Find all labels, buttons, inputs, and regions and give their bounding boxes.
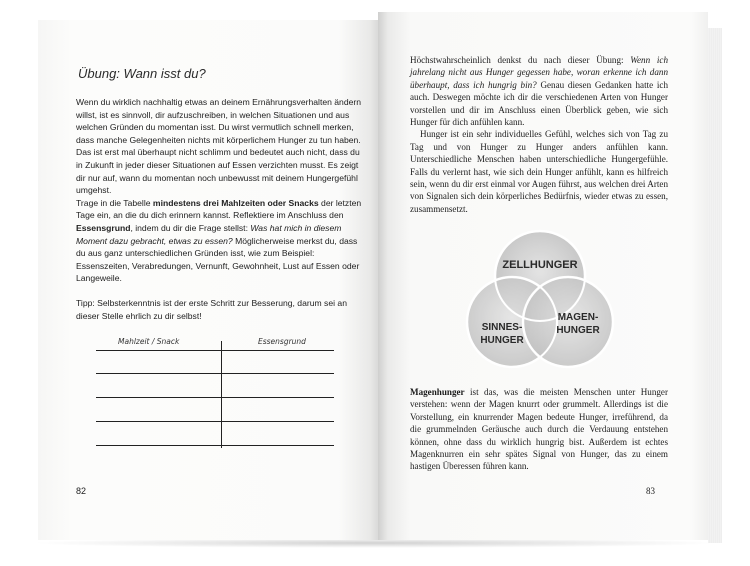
table-row-line — [96, 397, 334, 398]
intro-question: Wenn ich jahrelang nicht aus Hunger gegessen habe, woran erkenne ich dann überhaupt, dass ich hungrig bin? — [410, 55, 668, 90]
emphasis-meals: mindestens drei Mahlzeiten oder Snacks — [152, 197, 319, 208]
page-edges — [708, 28, 722, 543]
table-header-reason: Essensgrund — [258, 337, 306, 346]
intro-paragraph: Höchstwahrscheinlich denkst du nach dieser Übung: Wenn ich jahrelang nicht aus Hunger gegessen habe, woran erkenne ich dann überhaupt, dass ich hungrig bin? Genau diesen Gedanken hatte ich auch. Deswegen möchte ich dir die verschiedenen Arten von Hunger vorstellen und dir im Anschluss einen Überblick geben, wie sich Hunger für dich anfühlen kann. — [410, 55, 668, 128]
hunger-venn-diagram — [460, 226, 620, 372]
stomach-paragraph: Magenhunger ist das, was die meisten Menschen unter Hunger verstehen: wenn der Magen knurrt oder grummelt. Allerdings ist die Vorstellung, ein knurrender Magen bedeute Hunger, irreführend, da die grummelnden Geräusche auch durch die Verdauung entstehen können, ohne dass du wirklich hungrig bist. Außerdem ist echtes Magenknurren ein sehr spätes Signal von Hunger, das zu einem hastigen Überessen führen kann. — [410, 387, 668, 472]
exercise-body — [76, 96, 362, 322]
venn-label-senses-2: HUNGER — [480, 335, 524, 346]
table-column-divider — [221, 341, 222, 448]
table-row-line — [96, 445, 334, 446]
term-stomach-hunger: Magenhunger — [410, 387, 465, 397]
venn-label-stomach-2: HUNGER — [556, 325, 600, 336]
exercise-paragraph-1: Wenn du wirklich nachhaltig etwas an deinem Ernährungsverhalten ändern willst, ist es sinnvoll, dir aufzuschreiben, in welchen Situationen und aus welchen Gründen du momentan isst. Du wirst vermutlich schnell merken, dass manche Gelegenheiten nichts mit körperlichem Hunger zu tun haben. Das ist erst mal überhaupt nicht schlimm und bedeutet auch nicht, dass du in Zukunft in jeder dieser Situationen auf Essen verzichten musst. Es zeigt dir nur auf, wann du momentan noch unbewusst mit deinem Hungergefühl umgehst. — [76, 97, 362, 196]
exercise-title: Übung: Wann isst du? — [78, 66, 206, 81]
stomach-hunger-text — [410, 386, 668, 473]
table-header-meal: Mahlzeit / Snack — [118, 337, 180, 346]
venn-label-senses-1: SINNES- — [481, 322, 523, 333]
venn-label-cell: ZELLHUNGER — [502, 259, 578, 271]
exercise-paragraph-2: Trage in die Tabelle mindestens drei Mahlzeiten oder Snacks der letzten Tage ein, an die du dich erinnern kannst. Reflektiere im Anschluss den Essensgrund, indem du dir die Frage stellst: Was hat mich in diesem Moment dazu gebracht, etwas zu essen? Möglicherweise merkst du, dass du aus ganz unterschiedlichen Gründen isst, wie zum Beispiel: Essenszeiten, Verabredungen, Vernunft, Gewohnheit, Lust auf Essen oder Langeweile. — [76, 197, 362, 284]
hunger-paragraph: Hunger ist ein sehr individuelles Gefühl, welches sich von Tag zu Tag und von Hunger zu Hunger anders anfühlen kann. Unterschiedliche Menschen haben unterschiedliche Hungergefühle. Falls du verlernt hast, wie sich dein Hunger anfühlt, kann es hilfreich sein, wenn du dir erst einmal vor Augen führst, aus welchen drei Arten von Signalen sich dein körperliches Bedürfnis, wieder etwas zu essen, zusammensetzt. — [410, 129, 668, 214]
page-number-right: 83 — [646, 486, 655, 496]
tip-text: Tipp: Selbsterkenntnis ist der erste Schritt zur Besserung, darum sei an dieser Stelle ehrlich zu dir selbst! — [76, 297, 347, 321]
table-row-line — [96, 421, 334, 422]
reflection-question: Was hat mich in diesem Moment dazu gebracht, etwas zu essen? — [76, 222, 342, 246]
table-row-line — [96, 373, 334, 374]
venn-label-stomach-1: MAGEN- — [557, 312, 599, 323]
emphasis-reason: Essensgrund — [76, 222, 131, 233]
hunger-intro-text — [410, 54, 668, 215]
meal-reason-table — [96, 337, 334, 447]
page-number-left: 82 — [76, 486, 87, 496]
table-header-line — [96, 350, 334, 351]
